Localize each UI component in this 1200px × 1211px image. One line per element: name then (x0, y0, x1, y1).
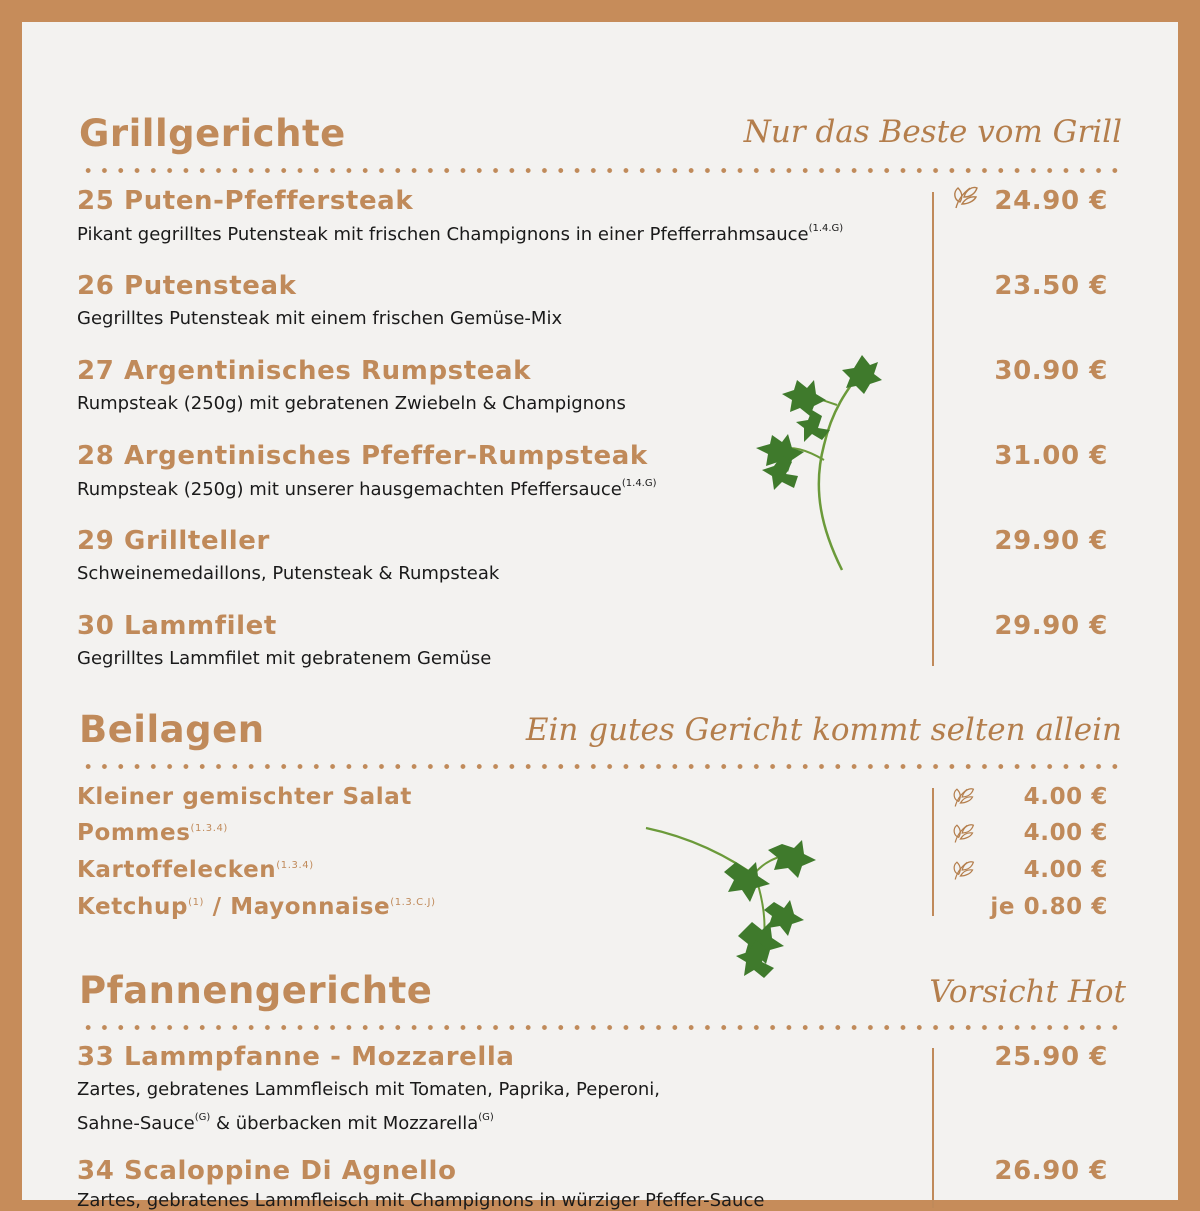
side-item-price: 4.00 € (1023, 784, 1108, 810)
menu-item-price: 30.90 € (994, 356, 1108, 386)
section-title-pan: Pfannengerichte (79, 969, 433, 1012)
menu-item-price: 26.90 € (994, 1156, 1108, 1186)
menu-item-name: 27 Argentinisches Rumpsteak (77, 356, 532, 386)
menu-item-description: Gegrilltes Lammfilet mit gebratenem Gemüse (77, 648, 492, 669)
side-item-price: je 0.80 € (990, 894, 1108, 920)
vegetarian-leaf-icon (950, 182, 980, 212)
menu-item-name: 29 Grillteller (77, 526, 270, 556)
menu-item-name: 33 Lammpfanne - Mozzarella (77, 1042, 515, 1072)
menu-item-description: Schweinemedaillons, Putensteak & Rumpsteak (77, 563, 500, 584)
vegetarian-leaf-icon (950, 784, 976, 810)
side-item-name: Kleiner gemischter Salat (77, 784, 412, 810)
parsley-sprig-image (644, 822, 819, 982)
menu-item-name: 25 Puten-Pfeffersteak (77, 186, 414, 216)
menu-item-price: 24.90 € (994, 186, 1108, 216)
vertical-divider (932, 1048, 934, 1208)
vertical-divider (932, 192, 934, 666)
menu-item-name: 34 Scaloppine Di Agnello (77, 1156, 457, 1186)
menu-item-name: 26 Putensteak (77, 271, 297, 301)
menu-item-price: 31.00 € (994, 441, 1108, 471)
section-title-sides: Beilagen (79, 708, 265, 751)
side-item-name: Ketchup$^{(1)}$ / Mayonnaise$^{(1.3.C.J)}$ (77, 894, 436, 920)
parsley-sprig-image (752, 350, 882, 575)
side-item-name: Pommes$^{(1.3.4)}$ (77, 820, 228, 846)
menu-item-price: 29.90 € (994, 611, 1108, 641)
vegetarian-leaf-icon (950, 857, 976, 883)
vertical-divider (932, 788, 934, 916)
tagline-grill: Nur das Beste vom Grill (743, 114, 1122, 150)
menu-item-description: Pikant gegrilltes Putensteak mit frischen Champignons in einer Pfefferrahmsauce$^{(1.4.G)}$ (77, 223, 844, 245)
dotted-divider (80, 168, 1124, 173)
menu-item-price: 23.50 € (994, 271, 1108, 301)
menu-item-name: 30 Lammfilet (77, 611, 277, 641)
menu-page (22, 22, 1178, 1211)
tagline-pan: Vorsicht Hot (929, 974, 1126, 1010)
tagline-sides: Ein gutes Gericht kommt selten allein (525, 712, 1122, 748)
dotted-divider (80, 764, 1124, 769)
menu-item-name: 28 Argentinisches Pfeffer-Rumpsteak (77, 441, 648, 471)
side-item-name: Kartoffelecken$^{(1.3.4)}$ (77, 857, 314, 883)
menu-item-description: Rumpsteak (250g) mit gebratenen Zwiebeln & Champignons (77, 393, 626, 414)
menu-item-price: 25.90 € (994, 1042, 1108, 1072)
menu-item-description: Zartes, gebratenes Lammfleisch mit Champignons in würziger Pfeffer-Sauce (77, 1190, 765, 1211)
section-title-grill: Grillgerichte (79, 112, 346, 155)
vegetarian-leaf-icon (950, 820, 976, 846)
side-item-price: 4.00 € (1023, 820, 1108, 846)
dotted-divider (80, 1025, 1124, 1030)
menu-item-description: Rumpsteak (250g) mit unserer hausgemachten Pfeffersauce$^{(1.4.G)}$ (77, 478, 657, 500)
menu-item-description: Zartes, gebratenes Lammfleisch mit Tomaten, Paprika, Peperoni, Sahne-Sauce$^{(G)}$ & überbacken mit Mozzarella$^{(G)}$ (77, 1079, 660, 1134)
menu-item-price: 29.90 € (994, 526, 1108, 556)
side-item-price: 4.00 € (1023, 857, 1108, 883)
menu-item-description: Gegrilltes Putensteak mit einem frischen Gemüse-Mix (77, 308, 563, 329)
